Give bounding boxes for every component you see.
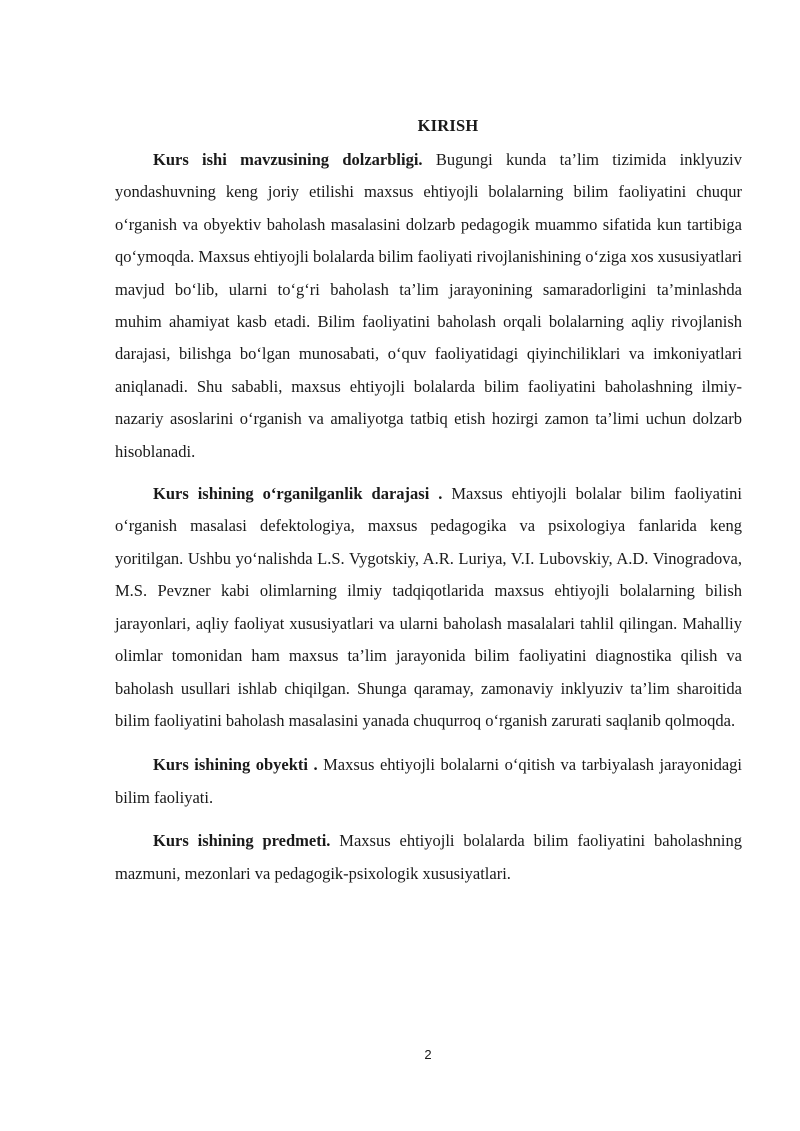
paragraph-text: Maxsus ehtiyojli bolalarda bilim faoliyatini baholashning mazmuni, mezonlari va pedagogik-psixologik xususiyatlari. (115, 831, 742, 883)
paragraph-subject (115, 825, 742, 890)
page-title: KIRISH (417, 116, 479, 135)
paragraph-text: Maxsus ehtiyojli bolalarni o‘qitish va tarbiyalash jarayonidagi bilim faoliyati. (115, 755, 743, 807)
paragraph-heading: Kurs ishi mavzusining dolzarbligi. (153, 150, 423, 169)
paragraph-text: Bugungi kunda ta’lim tizimida inklyuziv yondashuvning keng joriy etilishi maxsus ehtiyojli bolalarning bilim faoliyatini chuqur o‘rganish va obyektiv baholash masalasini dolzarb pedagogik muammo sifatida kun tartibiga qo‘ymoqda. Maxsus ehtiyojli bolalarda bilim faoliyati rivojlanishining o‘ziga xos xususiyatlari mavjud bo‘lib, ularni to‘g‘ri baholash ta’lim jarayonining samaradorligini ta’minlashda muhim ahamiyat kasb etadi. Bilim faoliyatini baholash orqali bolalarning aqliy rivojlanish darajasi, bilishga bo‘lgan munosabati, o‘quv faoliyatidagi qiyinchiliklari va imkoniyatlari aniqlanadi. Shu sababli, maxsus ehtiyojli bolalarda bilim faoliyatini baholashning ilmiy-nazariy asoslarini o‘rganish va amaliyotga tatbiq etish hozirgi zamon ta’limi uchun dolzarb hisoblanadi. (115, 150, 742, 461)
paragraph-relevance (115, 144, 742, 468)
paragraph-heading: Kurs ishining obyekti . (153, 755, 318, 775)
paragraph-heading: Kurs ishining o‘rganilganlik darajasi . (153, 484, 443, 504)
document-body (115, 144, 742, 890)
paragraph-study-level (115, 478, 742, 737)
paragraph-heading: Kurs ishining predmeti. (153, 831, 331, 851)
paragraph-object (115, 749, 742, 814)
page-number: 2 (424, 1047, 432, 1062)
paragraph-text: Maxsus ehtiyojli bolalar bilim faoliyatini o‘rganish masalasi defektologiya, maxsus pedagogika va psixologiya fanlarida keng yoritilgan. Ushbu yo‘nalishda L.S. Vygotskiy, A.R. Luriya, V.I. Lubovskiy, A.D. Vinogradova, M.S. Pevzner kabi olimlarning ilmiy tadqiqotlarida maxsus ehtiyojli bolalarning bilish jarayonlari, aqliy faoliyat xususiyatlari va ularni baholash masalalari tahlil qilingan. Mahalliy olimlar tomonidan ham maxsus ta’lim jarayonida bilim faoliyatini diagnostika qilish va baholash usullari ishlab chiqilgan. Shunga qaramay, zamonaviy inklyuziv ta’lim sharoitida bilim faoliyatini baholash masalasini yanada chuqurroq o‘rganish zarurati saqlanib qolmoqda. (115, 484, 742, 730)
